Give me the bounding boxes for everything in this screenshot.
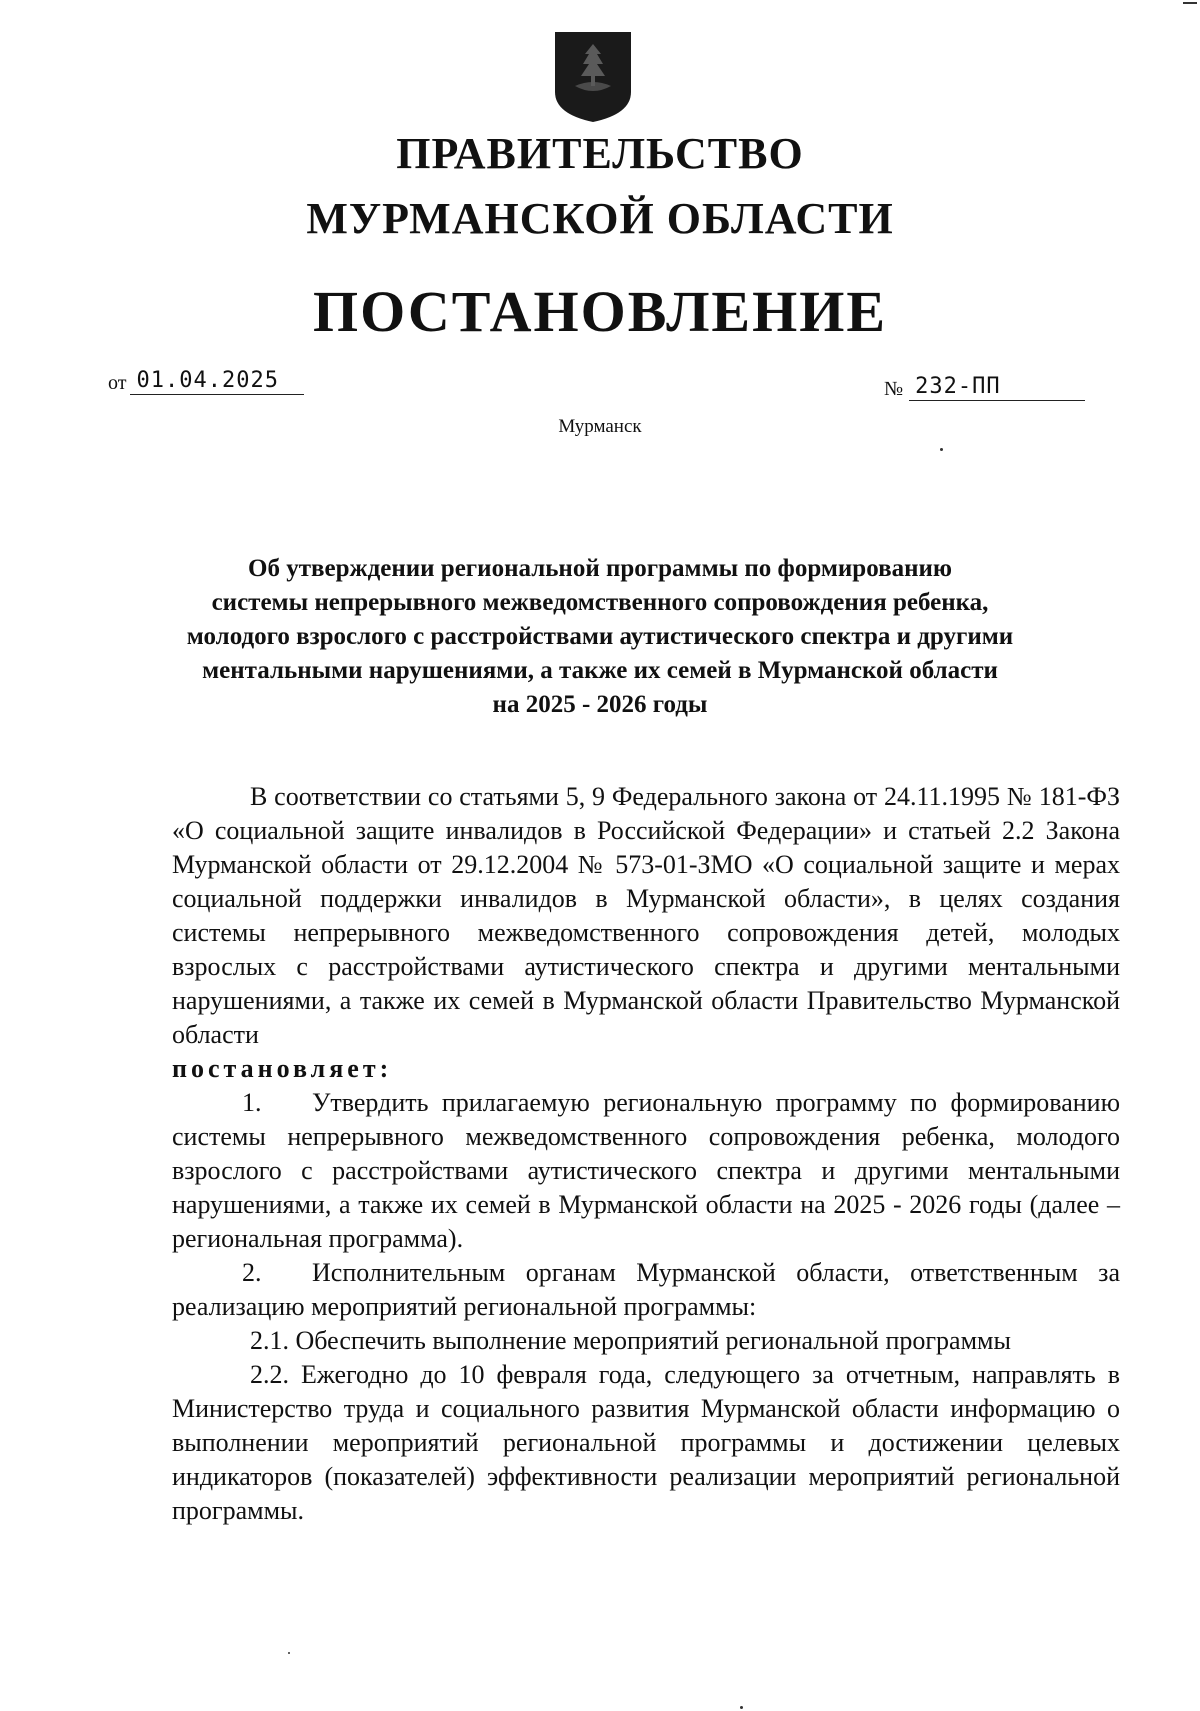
item-1-text: Утвердить прилагаемую региональную программу по формированию системы непрерывного межведомственного сопровождения ребенка, молодого взрослого с расстройствами аутистического спектра и другими ментальными нарушениями, а также их семей в Мурманской области на 2025 - 2026 годы (далее – региональная программа). [172,1088,1120,1253]
scan-speck [1183,2,1197,4]
scan-speck [288,1652,290,1654]
date-row [108,368,304,395]
item-2-number: 2. [242,1258,262,1287]
title-line: молодого взрослого с расстройствами аутистического спектра и другими [186,623,1014,650]
title-line: системы непрерывного межведомственного сопровождения ребенка, [211,589,989,616]
header-region: МУРМАНСКОЙ ОБЛАСТИ [306,194,894,243]
number-prefix: № [884,378,904,400]
item-1-number: 1. [242,1088,262,1117]
city-name: Мурманск [558,416,642,437]
title-line: на 2025 - 2026 годы [492,691,708,718]
document-type-heading: ПОСТАНОВЛЕНИЕ [312,279,888,344]
document-title [150,552,1050,722]
item-2-text: Исполнительным органам Мурманской области, ответственным за реализацию мероприятий региональной программы: [172,1258,1120,1321]
coat-of-arms-emblem [553,30,633,124]
scan-speck [740,1706,743,1709]
item-2-1-text: 2.1. Обеспечить выполнение мероприятий региональной программы [250,1326,1011,1355]
resolves-word: постановляет: [172,1054,393,1083]
header-government: ПРАВИТЕЛЬСТВО [396,129,804,178]
date-prefix: от [108,372,127,394]
document-number: 232-ПП [909,374,1085,401]
item-2-2-text: 2.2. Ежегодно до 10 февраля года, следующего за отчетным, направлять в Министерство труда и социального развития Мурманской области информацию о выполнении мероприятий региональной программы и достижении целевых индикаторов (показателей) эффективности реализации мероприятий региональной программы. [172,1360,1120,1525]
document-body [172,780,1120,1528]
title-line: ментальными нарушениями, а также их семей в Мурманской области [202,657,998,684]
scan-speck [940,448,943,451]
document-date: 01.04.2025 [130,368,304,395]
number-row [884,374,1085,401]
preamble-paragraph: В соответствии со статьями 5, 9 Федерального закона от 24.11.1995 № 181-ФЗ «О социальной защите инвалидов в Российской Федерации» и статьей 2.2 Закона Мурманской области от 29.12.2004 № 573-01-ЗМО «О социальной защите и мерах социальной поддержки инвалидов в Мурманской области», в целях создания системы непрерывного межведомственного сопровождения детей, молодых взрослых с расстройствами аутистического спектра и другими ментальными нарушениями, а также их семей в Мурманской области Правительство Мурманской области [172,782,1120,1049]
title-line: Об утверждении региональной программы по формированию [248,555,952,582]
